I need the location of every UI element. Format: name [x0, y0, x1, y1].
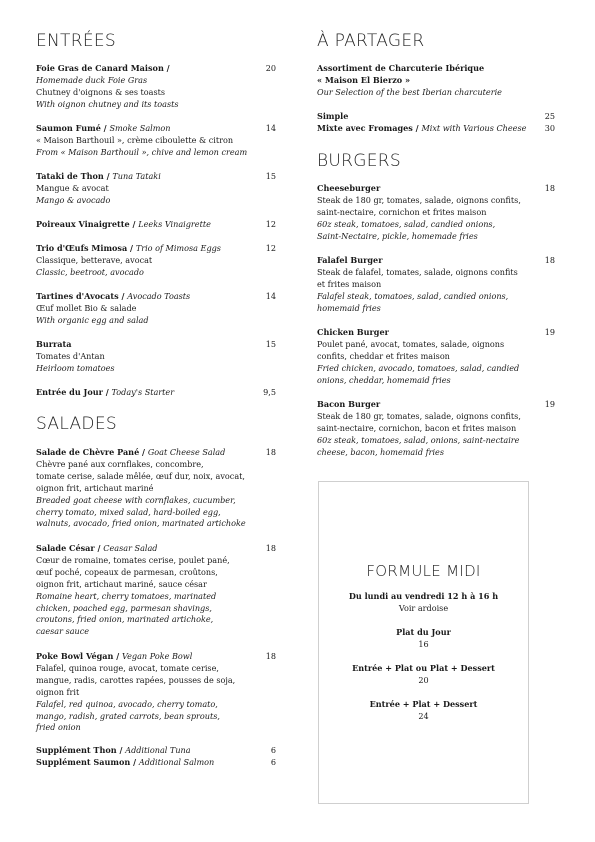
item-description-line: oignon frit, artichaut mariné, sauce césar [36, 578, 207, 589]
item-name-en: Smoke Salmon [109, 123, 171, 133]
item-name-en: Today's Starter [111, 387, 175, 397]
formule-combo1-block [319, 663, 528, 687]
simple-price: 25 [544, 111, 555, 121]
item-description-line: Mango & avocado [36, 194, 111, 205]
item-name-en: Avocado Toasts [127, 291, 191, 301]
item-description-line: caesar sauce [36, 626, 90, 637]
item-description-line: Mangue & avocat [36, 182, 109, 193]
charcuterie-name: Assortiment de Charcuterie Ibérique [317, 63, 485, 73]
entrees-item: Trio d'Œufs Mimosa / Trio of Mimosa Eggs 12 Classique, betterave, avocat Classic, beetroot, avocado [36, 243, 276, 277]
supplement-thon-en: Additional Tuna [125, 745, 191, 755]
supplement-thon: Supplément Thon / Additional Tuna 6 [36, 745, 276, 755]
burgers-item [317, 255, 555, 315]
simple-label: Simple [317, 111, 349, 121]
item-description-line: homemaid fries [317, 302, 381, 313]
entrees-item: Foie Gras de Canard Maison / 20 Homemade duck Foie Gras Chutney d'oignons & ses toasts With oignon chutney and its toasts [36, 63, 276, 109]
item-description-line: Falafel, red quinoa, avocado, cherry tomato, [36, 698, 218, 709]
item-name: Salade de Chèvre Pané [36, 447, 140, 457]
formule-combo1-price: 20 [418, 674, 429, 685]
item-description-line: Homemade duck Foie Gras [36, 74, 148, 85]
item-description-line: onions, cheddar, homemaid fries [317, 374, 451, 385]
item-description-line: Chutney d'oignons & ses toasts [36, 86, 166, 97]
item-description-line: chicken, poached egg, parmesan shavings, [36, 602, 212, 613]
formule-plat-label: Plat du Jour [396, 627, 451, 637]
item-description-line: mangue, radis, carottes rapées, pousses de soja, [36, 674, 236, 685]
item-description-line: Saint-Nectaire, pickle, homemade fries [317, 230, 478, 241]
charcuterie-item [317, 63, 555, 99]
burgers-item [317, 399, 555, 459]
item-name-en: Tuna Tataki [112, 171, 161, 181]
entrees-item: Tataki de Thon / Tuna Tataki 15 Mangue & avocat Mango & avocado [36, 171, 276, 205]
item-description-line: Poulet pané, avocat, tomates, salade, oignons [317, 338, 505, 349]
item-name: Salade César [36, 543, 95, 553]
item-description-line: With organic egg and salad [36, 314, 149, 325]
item-price: 15 [265, 171, 276, 181]
item-description-line: Falafel steak, tomatoes, salad, candied onions, [317, 290, 509, 301]
formule-plat-block [319, 627, 528, 651]
item-description-line: croutons, fried onion, marinated artichoke, [36, 614, 214, 625]
charcuterie-desc: Our Selection of the best Iberian charcuterie [317, 86, 502, 97]
item-description-line: Œuf mollet Bio & salade [36, 302, 137, 313]
entrees-item: Poireaux Vinaigrette / Leeks Vinaigrette 12 [36, 219, 276, 229]
item-price: 14 [265, 291, 276, 301]
charcuterie-maison: « Maison El Bierzo » [317, 74, 411, 85]
item-name-en: Trio of Mimosa Eggs [135, 243, 221, 253]
burgers-item [317, 327, 555, 387]
item-name-en: Goat Cheese Salad [147, 447, 226, 457]
formule-voir: Voir ardoise [398, 602, 449, 613]
item-name: Saumon Fumé [36, 123, 101, 133]
mixte-label: Mixte avec Fromages [317, 123, 413, 133]
item-price: 14 [265, 123, 276, 133]
entrees-item: Saumon Fumé / Smoke Salmon 14 « Maison Barthouil », crème ciboulette & citron From « Maison Barthouil », chive and lemon cream [36, 123, 276, 157]
supplement-saumon-name: Supplément Saumon [36, 757, 131, 767]
item-description-line: 60z steak, tomatoes, salad, candied onions, [317, 218, 496, 229]
item-description-line: Romaine heart, cherry tomatoes, marinated [36, 590, 217, 601]
item-price: 12 [265, 243, 276, 253]
simple-item [317, 111, 555, 123]
item-name: Foie Gras de Canard Maison [36, 63, 164, 73]
salades-title: SALADES [36, 414, 117, 434]
item-description-line: Falafel, quinoa rouge, avocat, tomate cerise, [36, 662, 219, 673]
mixte-item: Mixte avec Fromages / Mixt with Various Cheese 30 [317, 123, 555, 133]
item-description-line: Tomates d'Antan [36, 350, 105, 361]
item-description-line: confits, cheddar et frites maison [317, 350, 450, 361]
entrees-item: Entrée du Jour / Today's Starter 9,5 [36, 387, 276, 397]
item-description-line: œuf poché, copeaux de parmesan, croûtons, [36, 566, 218, 577]
item-name: Chicken Burger [317, 327, 389, 337]
item-description-line: Steak de 180 gr, tomates, salade, oignons confits, [317, 194, 521, 205]
item-description-line: Steak de 180 gr, tomates, salade, oignons confits, [317, 410, 521, 421]
item-name: Entrée du Jour [36, 387, 103, 397]
item-name-en: Ceasar Salad [103, 543, 158, 553]
item-description-line: oignon frit, artichaut mariné [36, 482, 154, 493]
item-description-line: oignon frit [36, 686, 80, 697]
item-description-line: Cœur de romaine, tomates cerise, poulet pané, [36, 554, 230, 565]
item-name: Falafel Burger [317, 255, 383, 265]
item-price: 18 [265, 447, 276, 457]
item-price: 18 [265, 543, 276, 553]
item-description-line: Breaded goat cheese with cornflakes, cucumber, [36, 494, 236, 505]
item-description-line: Heirloom tomatoes [36, 362, 115, 373]
item-description-line: fried onion [36, 722, 81, 733]
formule-combo2-price: 24 [418, 710, 429, 721]
item-description-line: mango, radish, grated carrots, bean sprouts, [36, 710, 220, 721]
item-name: Tartines d'Avocats [36, 291, 119, 301]
item-price: 20 [265, 63, 276, 73]
item-description-line: cheese, bacon, homemaid fries [317, 446, 444, 457]
item-description-line: 60z steak, tomatoes, salad, onions, saint-nectaire [317, 434, 520, 445]
partager-title: À PARTAGER [317, 31, 425, 51]
item-description-line: From « Maison Barthouil », chive and lemon cream [36, 146, 248, 157]
item-price: 12 [265, 219, 276, 229]
salades-item: Salade de Chèvre Pané / Goat Cheese Salad 18 Chèvre pané aux cornflakes, concombre, tomate cerise, salade mêlée, œuf dur, noix, avocat, oignon frit, artichaut mariné Breaded goat cheese with cornflakes, cucumber, cherry tomato, mixed salad, hard-boiled egg, walnuts, avocado, fried onion, marinated artichoke [36, 447, 276, 529]
entrees-item [36, 339, 276, 375]
item-description-line: cherry tomato, mixed salad, hard-boiled egg, [36, 506, 221, 517]
formule-plat-price: 16 [418, 638, 429, 649]
item-name: Cheeseburger [317, 183, 381, 193]
mixte-price: 30 [544, 123, 555, 133]
salades-item: Poke Bowl Végan / Vegan Poke Bowl 18 Falafel, quinoa rouge, avocat, tomate cerise, mangue, radis, carottes rapées, pousses de soja, oignon frit Falafel, red quinoa, avocado, cherry tomato, mango, radish, grated carrots, bean sprouts, fried onion [36, 651, 276, 733]
item-description-line: Steak de falafel, tomates, salade, oignons confits [317, 266, 518, 277]
formule-title: FORMULE MIDI [366, 562, 481, 580]
item-description-line: walnuts, avocado, fried onion, marinated artichoke [36, 518, 246, 529]
supplement-saumon-en: Additional Salmon [138, 757, 215, 767]
item-name: Trio d'Œufs Mimosa [36, 243, 128, 253]
formule-combo2-label: Entrée + Plat + Dessert [369, 699, 478, 709]
item-price: 18 [265, 651, 276, 661]
item-name: Tataki de Thon [36, 171, 104, 181]
item-price: 15 [265, 339, 276, 349]
item-name-en: Leeks Vinaigrette [138, 219, 211, 229]
item-name: Burrata [36, 339, 72, 349]
item-name: Poireaux Vinaigrette [36, 219, 130, 229]
item-description-line: Classique, betterave, avocat [36, 254, 153, 265]
salades-item: Salade César / Ceasar Salad 18 Cœur de romaine, tomates cerise, poulet pané, œuf poché, copeaux de parmesan, croûtons, oignon frit, artichaut mariné, sauce césar Romaine heart, cherry tomatoes, marinated chicken, poached egg, parmesan shavings, croutons, fried onion, marinated artichoke, caesar sauce [36, 543, 276, 637]
item-description-line: Classic, beetroot, avocado [36, 266, 144, 277]
burgers-item [317, 183, 555, 243]
item-price: 18 [544, 255, 555, 265]
item-description-line: tomate cerise, salade mêlée, œuf dur, noix, avocat, [36, 470, 245, 481]
formule-midi-box [318, 481, 529, 804]
item-name: Bacon Burger [317, 399, 381, 409]
item-description-line: Chèvre pané aux cornflakes, concombre, [36, 458, 204, 469]
formule-combo1-label: Entrée + Plat ou Plat + Dessert [352, 663, 495, 673]
supplement-saumon-price: 6 [270, 757, 276, 767]
supplement-thon-price: 6 [270, 745, 276, 755]
item-description-line: saint-nectaire, cornichon et frites maison [317, 206, 487, 217]
item-description-line: saint-nectaire, cornichon, bacon et frites maison [317, 422, 517, 433]
item-name: Poke Bowl Végan [36, 651, 114, 661]
entrees-title: ENTRÉES [36, 31, 117, 51]
item-name-en: Vegan Poke Bowl [122, 651, 193, 661]
formule-days: Du lundi au vendredi 12 h à 16 h [348, 591, 499, 601]
item-price: 9,5 [263, 387, 276, 397]
formule-combo2-block [319, 699, 528, 723]
item-description-line: « Maison Barthouil », crème ciboulette & citron [36, 134, 234, 145]
item-description-line: et frites maison [317, 278, 382, 289]
supplement-saumon: Supplément Saumon / Additional Salmon 6 [36, 757, 276, 767]
item-description-line: With oignon chutney and its toasts [36, 98, 179, 109]
item-price: 19 [544, 327, 555, 337]
formule-days-block [319, 591, 528, 615]
item-description-line: Fried chicken, avocado, tomatoes, salad, candied [317, 362, 520, 373]
burgers-title: BURGERS [317, 151, 402, 171]
mixte-en: Mixt with Various Cheese [421, 123, 527, 133]
entrees-item: Tartines d'Avocats / Avocado Toasts 14 Œuf mollet Bio & salade With organic egg and salad [36, 291, 276, 325]
supplement-thon-name: Supplément Thon [36, 745, 117, 755]
item-price: 19 [544, 399, 555, 409]
item-price: 18 [544, 183, 555, 193]
